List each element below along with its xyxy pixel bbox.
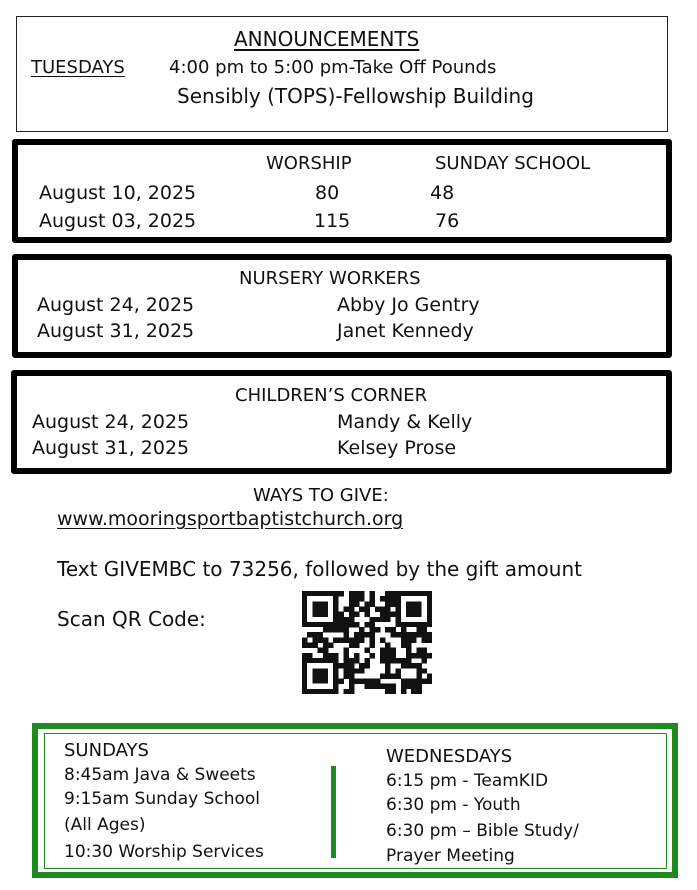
nursery-worker: Abby Jo Gentry: [337, 294, 480, 316]
announcements-day: TUESDAYS: [31, 57, 125, 78]
sunday-item: (All Ages): [64, 815, 146, 835]
sunday-item: 8:45am Java & Sweets: [64, 765, 256, 785]
schedule-divider: [331, 766, 336, 858]
qr-code-icon[interactable]: [302, 591, 432, 694]
attendance-header-worship: WORSHIP: [266, 153, 352, 174]
announcements-line1: 4:00 pm to 5:00 pm-Take Off Pounds: [169, 57, 497, 78]
announcements-title: ANNOUNCEMENTS: [234, 27, 420, 51]
attendance-worship-value: 115: [314, 210, 351, 232]
give-website-link[interactable]: www.mooringsportbaptistchurch.org: [57, 508, 404, 530]
nursery-worker: Janet Kennedy: [337, 320, 474, 342]
attendance-worship-value: 80: [315, 182, 340, 204]
childrens-corner-date: August 31, 2025: [32, 437, 190, 459]
attendance-header-sunday-school: SUNDAY SCHOOL: [435, 153, 591, 174]
sunday-item: 10:30 Worship Services: [64, 842, 264, 862]
attendance-date: August 10, 2025: [39, 182, 197, 204]
give-text-instructions: Text GIVEMBC to 73256, followed by the gift amount: [57, 557, 582, 581]
give-title: WAYS TO GIVE:: [253, 485, 389, 506]
childrens-corner-name: Mandy & Kelly: [337, 411, 473, 433]
attendance-date: August 03, 2025: [39, 210, 197, 232]
wednesdays-title: WEDNESDAYS: [386, 746, 513, 767]
childrens-corner-title: CHILDREN’S CORNER: [235, 385, 428, 406]
wednesday-item: 6:15 pm - TeamKID: [386, 771, 549, 791]
wednesday-item: 6:30 pm – Bible Study/: [386, 821, 579, 841]
attendance-sunday-school-value: 76: [435, 210, 460, 232]
wednesday-item: 6:30 pm - Youth: [386, 795, 521, 815]
sunday-item: 9:15am Sunday School: [64, 789, 261, 809]
scan-qr-label: Scan QR Code:: [57, 607, 206, 631]
announcements-line2: Sensibly (TOPS)-Fellowship Building: [177, 84, 534, 108]
childrens-corner-name: Kelsey Prose: [337, 437, 457, 459]
attendance-sunday-school-value: 48: [430, 182, 455, 204]
nursery-date: August 31, 2025: [37, 320, 195, 342]
nursery-title: NURSERY WORKERS: [239, 268, 421, 289]
sundays-title: SUNDAYS: [64, 740, 149, 761]
wednesday-item: Prayer Meeting: [386, 846, 515, 866]
nursery-date: August 24, 2025: [37, 294, 195, 316]
childrens-corner-date: August 24, 2025: [32, 411, 190, 433]
